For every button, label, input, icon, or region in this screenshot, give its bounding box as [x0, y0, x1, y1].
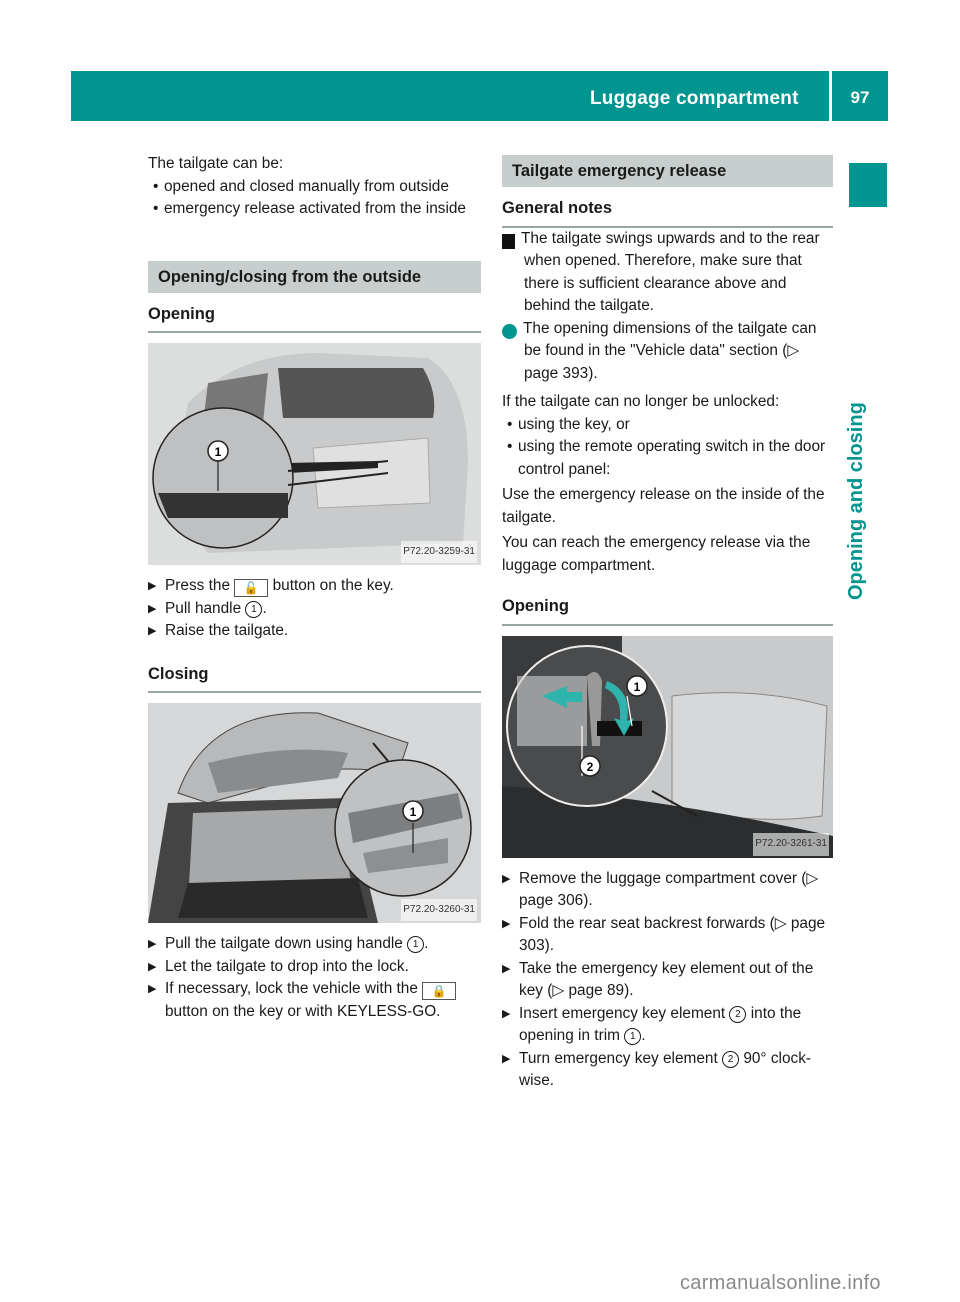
step-item: ▶ Press the 🔓 button on the key. [148, 575, 481, 598]
callout-number: 2 [729, 1006, 746, 1023]
step-item: ▶ Let the tailgate to drop into the lock. [148, 956, 481, 979]
figure-code: P72.20-3259-31 [401, 541, 477, 564]
section-header-title: Luggage compartment [590, 88, 799, 109]
figure-callout-1: 1 [409, 805, 417, 819]
step-item: ▶ Pull the tailgate down using handle 1 . [148, 933, 481, 956]
step-arrow-icon: ▶ [502, 1052, 511, 1065]
step-arrow-icon: ▶ [148, 602, 157, 615]
step-arrow-icon: ▶ [502, 1007, 511, 1020]
chapter-tab-marker [849, 163, 887, 207]
paragraph: Use the emergency release on the inside of the tailgate. [502, 486, 825, 526]
right-column [495, 155, 833, 1093]
figure-tailgate-open [148, 703, 481, 923]
paragraph: You can reach the emergency release via the luggage compartment. [502, 534, 811, 574]
intro-text: The tailgate can be: [148, 155, 284, 172]
step-arrow-icon: ▶ [148, 580, 157, 592]
step-arrow-icon: ▶ [148, 938, 157, 950]
lock-button-icon: 🔒 [422, 982, 456, 1000]
unlock-button-icon: 🔓 [234, 579, 268, 597]
step-arrow-icon: ▶ [502, 917, 511, 930]
warning-icon: ! [502, 234, 515, 249]
figure-emergency-release [502, 636, 833, 858]
info-icon: i [502, 324, 517, 339]
unlock-intro: If the tailgate can no longer be unlocked: [502, 393, 780, 410]
emergency-release-illustration [502, 636, 833, 858]
figure-code: P72.20-3260-31 [401, 899, 477, 922]
step-arrow-icon: ▶ [502, 872, 511, 885]
subheading-opening: Opening [148, 303, 481, 334]
step-arrow-icon: ▶ [148, 960, 157, 973]
figure-callout-1: 1 [633, 679, 641, 694]
callout-number: 1 [407, 936, 424, 953]
step-item: ▶ Turn emergency key element 2 90° clock-wise. [502, 1049, 812, 1089]
figure-code: P72.20-3261-31 [753, 833, 829, 856]
watermark: carmanualsonline.info [680, 1272, 881, 1294]
unlock-bullet: • using the key, or [502, 414, 833, 437]
warning-note: ! The tailgate swings upwards and to the rear when opened. Therefore, make sure that there is sufficient clearance above and behind the tailgate. [495, 229, 820, 314]
callout-number: 2 [722, 1051, 739, 1068]
chapter-side-label: Opening and closing [845, 402, 867, 600]
unlock-bullet: • using the remote operating switch in the door control panel: [502, 436, 833, 481]
section-heading-opening-closing: Opening/closing from the outside [148, 261, 481, 293]
subheading-opening: Opening [502, 595, 833, 626]
step-arrow-icon: ▶ [148, 983, 157, 995]
step-item: ▶ If necessary, lock the vehicle with the 🔒 button on the key or with KEYLESS-GO. [148, 978, 481, 1023]
step-item: ▶ Insert emergency key element 2 into the opening in trim 1 . [502, 1004, 802, 1044]
figure-callout-1: 1 [214, 445, 222, 459]
intro-bullet: • opened and closed manually from outside [148, 176, 481, 199]
step-item: ▶ Take the emergency key element out of the key (▷ page 89). [502, 959, 814, 999]
step-item: ▶ Pull handle 1 . [148, 598, 481, 621]
left-column [148, 153, 481, 1023]
step-arrow-icon: ▶ [502, 962, 511, 975]
info-note: i The opening dimensions of the tailgate can be found in the "Vehicle data" section (▷ page 393). [496, 319, 817, 382]
step-item: ▶ Fold the rear seat backrest forwards (▷ page 303). [502, 914, 826, 954]
subheading-general-notes: General notes [502, 197, 833, 228]
step-item: ▶ Raise the tailgate. [148, 620, 481, 643]
open-trunk-illustration [148, 703, 481, 923]
page-number: 97 [850, 88, 870, 107]
subheading-closing: Closing [148, 663, 481, 694]
step-item: ▶ Remove the luggage compartment cover (▷ page 306). [502, 869, 819, 909]
intro-bullet: • emergency release activated from the inside [148, 198, 481, 221]
section-heading-emergency-release: Tailgate emergency release [502, 155, 833, 187]
figure-callout-2: 2 [586, 759, 594, 774]
step-arrow-icon: ▶ [148, 625, 157, 637]
car-rear-illustration [148, 343, 481, 565]
callout-number: 1 [245, 601, 262, 618]
figure-tailgate-rear [148, 343, 481, 565]
callout-number: 1 [624, 1028, 641, 1045]
